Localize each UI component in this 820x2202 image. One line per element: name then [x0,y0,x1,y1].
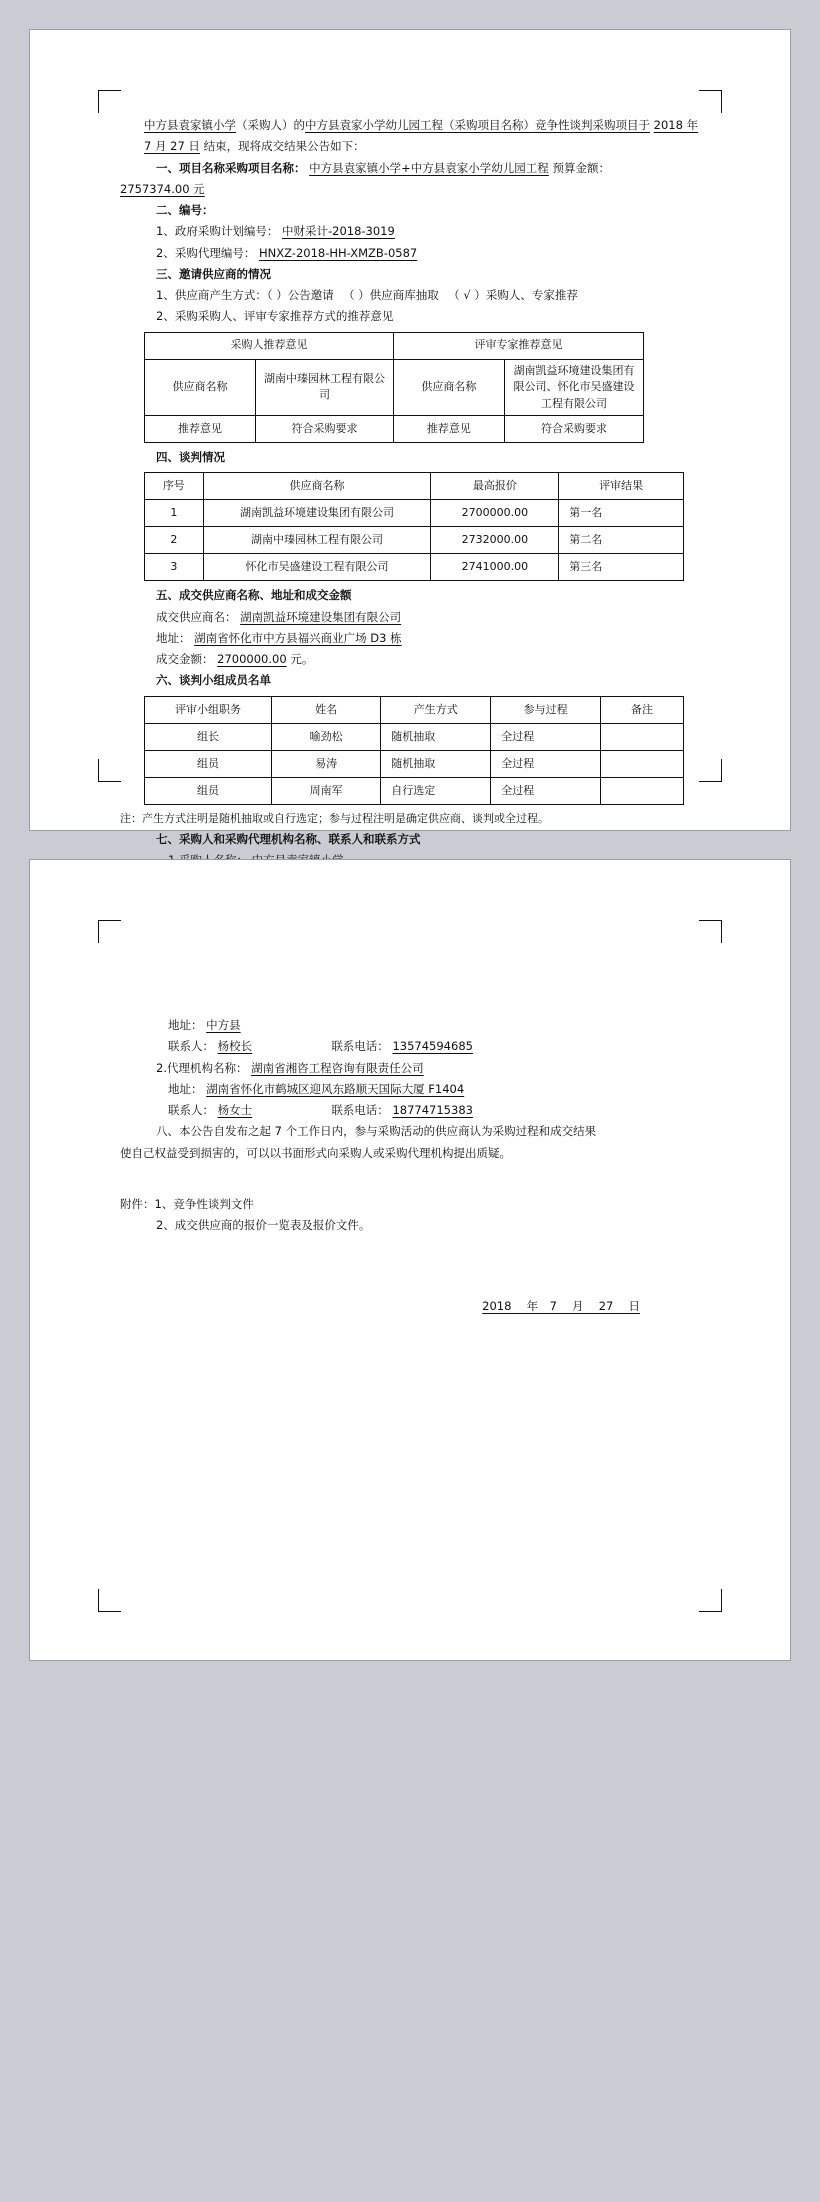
section-2-item-2 [120,243,700,264]
section-5-row-2-value: 湖南省怀化市中方县福兴商业广场 D3 栋 [194,630,402,645]
members-r1-c2: 喻劲松 [271,723,380,750]
negotiation-r1-c2: 湖南凯益环境建设集团有限公司 [203,500,431,527]
members-r2-c5 [601,750,684,777]
section-2-title: 二、编号： [156,203,214,218]
section-8-line-2: 使自己权益受到损害的，可以以书面形式向采购人或采购代理机构提出质疑。 [120,1145,511,1160]
crop-mark-bottom-right [699,759,722,782]
agency-contact-line [120,1100,700,1121]
recommend-r2-c3: 推荐意见 [393,416,504,443]
negotiation-r2-c2: 湖南中瑧园林工程有限公司 [203,527,431,554]
table-members [144,696,684,805]
table-row [145,777,684,804]
table-row [145,359,644,416]
section-1-line [120,158,700,179]
section-7-title: 七、采购人和采购代理机构名称、联系人和联系方式 [156,832,421,847]
negotiation-r2-c4: 第二名 [559,527,684,554]
agency-address-label: 地址： [168,1081,203,1096]
crop-mark-top-left [98,90,121,113]
section-1-title: 一、项目名称采购项目名称： [156,160,306,175]
negotiation-r1-c4: 第一名 [559,500,684,527]
crop-mark-bottom-right [699,1589,722,1612]
members-r3-c1: 组员 [145,777,272,804]
section-8-line-1: 八、本公告自发布之起 7 个工作日内，参与采购活动的供应商认为采购过程和成交结果 [156,1124,597,1139]
table-row [145,500,684,527]
section-1-value: 中方县袁家镇小学+中方县袁家小学幼儿园工程 [309,160,549,175]
agency-address-line [120,1079,700,1100]
agency-title-value: 湖南省湘咨工程咨询有限责任公司 [251,1060,424,1075]
section-5-row-2 [120,628,700,649]
section-6-title: 六、谈判小组成员名单 [156,673,271,688]
recommend-r1-c2: 湖南中瑧园林工程有限公司 [255,359,393,416]
table-row [145,723,684,750]
intro-part2: （采购人）的 [236,118,305,132]
purchaser-contact-value: 杨校长 [217,1039,253,1054]
section-5-row-3-value: 2700000.00 [217,652,287,667]
members-r2-c2: 易涛 [271,750,380,777]
section-4-title: 四、谈判情况 [156,450,225,465]
purchaser-address-line [120,1015,700,1036]
section-1-suffix: 预算金额： [552,160,610,175]
negotiation-r3-c1: 3 [145,554,204,581]
negotiation-header-price: 最高报价 [431,473,559,500]
page-1-body [120,115,700,872]
purchaser-contact-line [120,1036,700,1057]
members-header-name: 姓名 [271,696,380,723]
signature-date: 2018 年 7 月 27 日 [482,1299,640,1314]
section-5-row-1-label: 成交供应商名： [156,609,237,624]
table-header-row [145,696,684,723]
crop-mark-bottom-left [98,759,121,782]
purchaser-contact-label: 联系人： [168,1039,214,1054]
table-row [145,416,644,443]
members-header-process: 参与过程 [491,696,601,723]
intro-part4: 结束，现将成交结果公告如下： [203,139,365,154]
section-3-line-1: 1、供应商产生方式：（ ）公告邀请 （ ）供应商库抽取 （ √ ）采购人、专家推荐 [156,288,578,303]
negotiation-r2-c1: 2 [145,527,204,554]
crop-mark-top-right [699,920,722,943]
attachment-title: 附件：1、竞争性谈判文件 [120,1196,254,1211]
section-5-row-1-value: 湖南凯益环境建设集团有限公司 [240,609,402,624]
recommend-header-purchaser: 采购人推荐意见 [145,332,394,359]
negotiation-r3-c3: 2741000.00 [431,554,559,581]
section-2-item-2-value: HNXZ-2018-HH-XMZB-0587 [258,245,418,260]
intro-date: 2018 年 7 月 27 日 [144,118,699,154]
section-5-title: 五、成交供应商名称、地址和成交金额 [156,588,352,603]
purchaser-phone-label: 联系电话： [331,1039,389,1054]
section-1-amount-line [120,179,700,200]
members-r3-c3: 自行选定 [381,777,491,804]
table-row [145,527,684,554]
members-r2-c1: 组员 [145,750,272,777]
section-2-item-2-label: 2、采购代理编号： [156,245,256,260]
table-negotiation [144,472,684,581]
attachment-item-2: 2、成交供应商的报价一览表及报价文件。 [156,1218,371,1233]
agency-contact-label: 联系人： [168,1103,214,1118]
recommend-r1-c4: 湖南凯益环境建设集团有限公司、怀化市吴盛建设工程有限公司 [504,359,643,416]
negotiation-r2-c3: 2732000.00 [431,527,559,554]
intro-purchaser: 中方县袁家镇小学 [144,118,236,132]
members-r3-c5 [601,777,684,804]
agency-title-label: 2.代理机构名称： [156,1060,248,1075]
members-r3-c2: 周南军 [271,777,380,804]
recommend-r2-c4: 符合采购要求 [504,416,643,443]
table-row [145,554,684,581]
table-row [145,750,684,777]
document-page-2 [30,860,790,1660]
members-r3-c4: 全过程 [491,777,601,804]
section-3-line-2: 2、采购采购人、评审专家推荐方式的推荐意见 [156,309,394,324]
agency-address-value: 湖南省怀化市鹤城区迎风东路顺天国际大厦 F1404 [206,1081,465,1096]
recommend-r2-c1: 推荐意见 [145,416,256,443]
purchaser-address-label: 地址： [168,1018,203,1032]
members-r1-c1: 组长 [145,723,272,750]
negotiation-r3-c2: 怀化市吴盛建设工程有限公司 [203,554,431,581]
section-2-item-1-label: 1、政府采购计划编号： [156,224,279,239]
agency-title-line [120,1058,700,1079]
purchaser-phone-value: 13574594685 [392,1039,473,1054]
agency-phone-label: 联系电话： [331,1103,389,1118]
section-5-row-3-suffix: 元。 [290,652,314,667]
crop-mark-top-right [699,90,722,113]
agency-phone-value: 18774715383 [392,1103,473,1118]
crop-mark-top-left [98,920,121,943]
purchaser-address-value: 中方县 [206,1018,241,1032]
members-header-role: 评审小组职务 [145,696,272,723]
intro-paragraph [120,115,700,158]
negotiation-header-no: 序号 [145,473,204,500]
table-row [145,332,644,359]
section-2-item-1 [120,221,700,242]
members-header-remark: 备注 [601,696,684,723]
members-r2-c4: 全过程 [491,750,601,777]
agency-contact-value: 杨女士 [217,1103,253,1118]
members-r2-c3: 随机抽取 [381,750,491,777]
negotiation-header-supplier: 供应商名称 [203,473,431,500]
negotiation-header-result: 评审结果 [559,473,684,500]
section-5-row-2-label: 地址： [156,630,191,645]
signature-block [120,1296,700,1317]
intro-project: 中方县袁家小学幼儿园工程（采购项目名称）竞争性谈判采购项目于 [305,118,650,132]
section-5-row-3 [120,649,700,670]
section-5-row-1 [120,607,700,628]
document-page-1 [30,30,790,847]
recommend-header-expert: 评审专家推荐意见 [393,332,643,359]
recommend-r1-c1: 供应商名称 [145,359,256,416]
members-header-method: 产生方式 [381,696,491,723]
negotiation-r1-c1: 1 [145,500,204,527]
section-2-item-1-value: 中财采计-2018-3019 [281,224,395,239]
recommend-r2-c2: 符合采购要求 [255,416,393,443]
section-3-title: 三、邀请供应商的情况 [156,266,271,281]
page-2-body [120,1015,700,1318]
members-r1-c3: 随机抽取 [381,723,491,750]
negotiation-r1-c3: 2700000.00 [431,500,559,527]
crop-mark-bottom-left [98,1589,121,1612]
members-r1-c4: 全过程 [491,723,601,750]
members-note: 注：产生方式注明是随机抽取或自行选定；参与过程注明是确定供应商、谈判或全过程。 [120,811,549,825]
section-5-row-3-label: 成交金额： [156,652,214,667]
section-1-amount: 2757374.00 元 [120,181,205,196]
table-header-row [145,473,684,500]
members-r1-c5 [601,723,684,750]
table-recommendation [144,332,644,444]
recommend-r1-c3: 供应商名称 [393,359,504,416]
negotiation-r3-c4: 第三名 [559,554,684,581]
